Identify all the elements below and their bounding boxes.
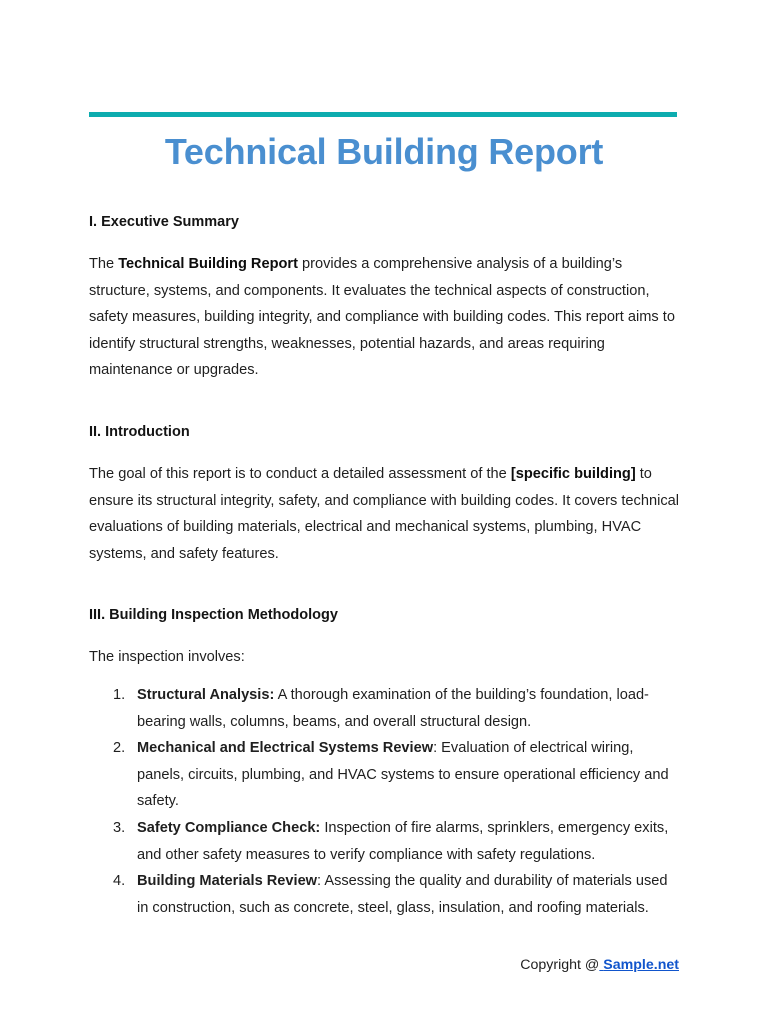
document-content: [89, 0, 679, 921]
list-item-description: : Assessing the quality and durability of materials used in construction, such as concrete, steel, glass, insulation, and roofing materials.: [137, 873, 668, 916]
paragraph-bold-placeholder: [specific building]: [510, 465, 636, 482]
methodology-list: [89, 671, 679, 921]
section-heading-introduction: II. Introduction: [89, 423, 190, 440]
list-item-term: Building Materials Review: [137, 873, 318, 890]
footer-copyright: [89, 955, 679, 975]
paragraph-rest-text: provides a comprehensive analysis of a building’s structure, systems, and components. It evaluates the technical aspects of construction, safety measures, building integrity, and compliance with building codes. This report aims to identify structural strengths, weaknesses, potential hazards, and areas requiring maintenance or upgrades.: [89, 256, 675, 379]
page-title: Technical Building Report: [164, 131, 604, 172]
paragraph-executive-summary: [89, 233, 679, 384]
copyright-text: Copyright @: [520, 957, 600, 973]
list-item: [89, 682, 679, 735]
paragraph-introduction: [89, 443, 679, 567]
paragraph-lead-text: The: [89, 256, 119, 272]
list-item-term: Safety Compliance Check:: [137, 819, 321, 836]
sample-net-link[interactable]: Sample.net: [603, 957, 679, 973]
paragraph-methodology-intro: The inspection involves:: [89, 649, 245, 666]
list-item-term: Structural Analysis:: [137, 686, 275, 703]
paragraph-bold-term: Technical Building Report: [118, 256, 298, 272]
list-item-description: : Evaluation of electrical wiring, panels, circuits, plumbing, and HVAC systems to ensure operational efficiency and safety.: [137, 740, 669, 810]
list-item: [89, 868, 679, 921]
paragraph-rest-text: to ensure its structural integrity, safety, and compliance with building codes. It covers technical evaluations of building materials, electrical and mechanical systems, plumbing, HVAC systems, and safety features.: [89, 465, 679, 562]
list-item-description: Inspection of fire alarms, sprinklers, emergency exits, and other safety measures to verify compliance with safety regulations.: [137, 819, 669, 863]
section-heading-building-inspection-methodology: III. Building Inspection Methodology: [89, 607, 338, 624]
paragraph-lead-text: The goal of this report is to conduct a detailed assessment of the: [89, 465, 511, 482]
list-item-term: Mechanical and Electrical Systems Review: [137, 740, 434, 757]
list-item: [89, 735, 679, 815]
list-item: [89, 815, 679, 868]
section-heading-executive-summary: I. Executive Summary: [89, 214, 239, 230]
list-item-description: A thorough examination of the building’s foundation, load-bearing walls, columns, beams, and overall structural design.: [137, 686, 649, 730]
